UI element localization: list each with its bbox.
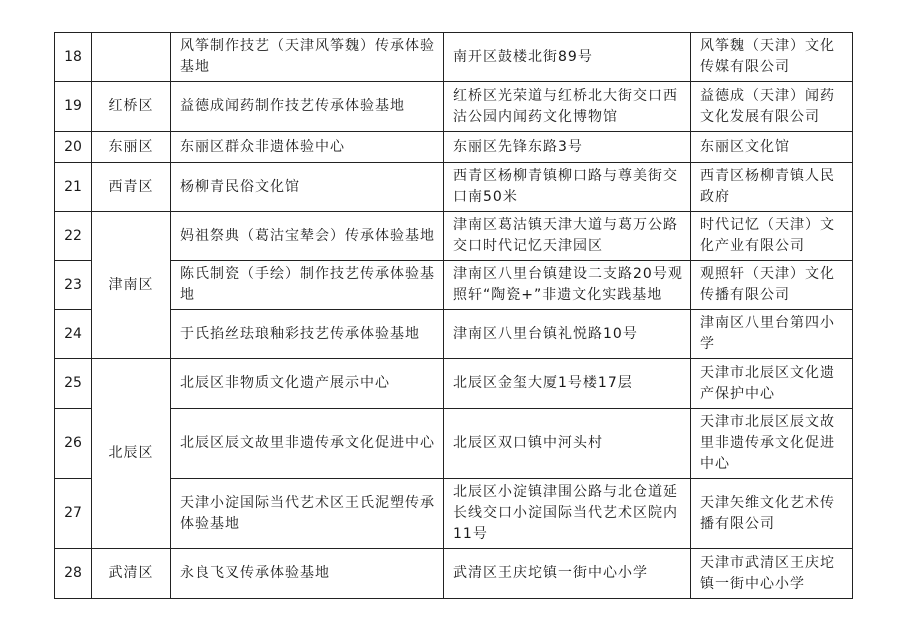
address-cell: 津南区八里台镇礼悦路10号: [444, 310, 691, 359]
row-number: 21: [55, 163, 92, 212]
operating-unit-cell: 西青区杨柳青镇人民政府: [691, 163, 853, 212]
table-row: [55, 479, 853, 549]
site-name-cell: 于氏掐丝珐琅釉彩技艺传承体验基地: [171, 310, 444, 359]
address-cell: 津南区葛沽镇天津大道与葛万公路交口时代记忆天津园区: [444, 212, 691, 261]
row-number: 27: [55, 479, 92, 549]
site-name-cell: 杨柳青民俗文化馆: [171, 163, 444, 212]
table-row: [55, 82, 853, 132]
operating-unit-cell: 天津矢维文化艺术传播有限公司: [691, 479, 853, 549]
operating-unit-cell: 天津市武清区王庆坨镇一街中心小学: [691, 549, 853, 599]
address-cell: 津南区八里台镇建设二支路20号观照轩“陶瓷+”非遗文化实践基地: [444, 261, 691, 310]
table-row: [55, 212, 853, 261]
table-row: [55, 549, 853, 599]
site-name-cell: 益德成闻药制作技艺传承体验基地: [171, 82, 444, 132]
row-number: 25: [55, 359, 92, 409]
row-number: 26: [55, 409, 92, 479]
district-cell: 东丽区: [92, 132, 171, 163]
address-cell: 北辰区小淀镇津围公路与北仓道延长线交口小淀国际当代艺术区院内11号: [444, 479, 691, 549]
district-cell: 西青区: [92, 163, 171, 212]
operating-unit-cell: 东丽区文化馆: [691, 132, 853, 163]
district-cell: 津南区: [92, 212, 171, 359]
address-cell: 东丽区先锋东路3号: [444, 132, 691, 163]
row-number: 18: [55, 33, 92, 82]
district-cell: 武清区: [92, 549, 171, 599]
table-row: [55, 310, 853, 359]
address-cell: 武清区王庆坨镇一街中心小学: [444, 549, 691, 599]
site-name-cell: 北辰区辰文故里非遗传承文化促进中心: [171, 409, 444, 479]
address-cell: 南开区鼓楼北街89号: [444, 33, 691, 82]
heritage-sites-table: [54, 32, 853, 599]
operating-unit-cell: 天津市北辰区辰文故里非遗传承文化促进中心: [691, 409, 853, 479]
site-name-cell: 天津小淀国际当代艺术区王氏泥塑传承体验基地: [171, 479, 444, 549]
site-name-cell: 北辰区非物质文化遗产展示中心: [171, 359, 444, 409]
row-number: 28: [55, 549, 92, 599]
site-name-cell: 陈氏制瓷（手绘）制作技艺传承体验基地: [171, 261, 444, 310]
district-cell: [92, 33, 171, 82]
operating-unit-cell: 津南区八里台第四小学: [691, 310, 853, 359]
row-number: 22: [55, 212, 92, 261]
operating-unit-cell: 风筝魏（天津）文化传媒有限公司: [691, 33, 853, 82]
district-cell: 北辰区: [92, 359, 171, 549]
table-row: [55, 359, 853, 409]
operating-unit-cell: 时代记忆（天津）文化产业有限公司: [691, 212, 853, 261]
table-row: [55, 409, 853, 479]
site-name-cell: 风筝制作技艺（天津风筝魏）传承体验基地: [171, 33, 444, 82]
site-name-cell: 永良飞叉传承体验基地: [171, 549, 444, 599]
site-name-cell: 妈祖祭典（葛沽宝辇会）传承体验基地: [171, 212, 444, 261]
table-row: [55, 163, 853, 212]
address-cell: 北辰区金玺大厦1号楼17层: [444, 359, 691, 409]
operating-unit-cell: 天津市北辰区文化遗产保护中心: [691, 359, 853, 409]
row-number: 19: [55, 82, 92, 132]
operating-unit-cell: 观照轩（天津）文化传播有限公司: [691, 261, 853, 310]
row-number: 20: [55, 132, 92, 163]
site-name-cell: 东丽区群众非遗体验中心: [171, 132, 444, 163]
table-row: [55, 261, 853, 310]
row-number: 23: [55, 261, 92, 310]
table-row: [55, 33, 853, 82]
address-cell: 西青区杨柳青镇柳口路与尊美街交口南50米: [444, 163, 691, 212]
table-row: [55, 132, 853, 163]
address-cell: 北辰区双口镇中河头村: [444, 409, 691, 479]
operating-unit-cell: 益德成（天津）闻药文化发展有限公司: [691, 82, 853, 132]
row-number: 24: [55, 310, 92, 359]
address-cell: 红桥区光荣道与红桥北大街交口西沽公园内闻药文化博物馆: [444, 82, 691, 132]
district-cell: 红桥区: [92, 82, 171, 132]
